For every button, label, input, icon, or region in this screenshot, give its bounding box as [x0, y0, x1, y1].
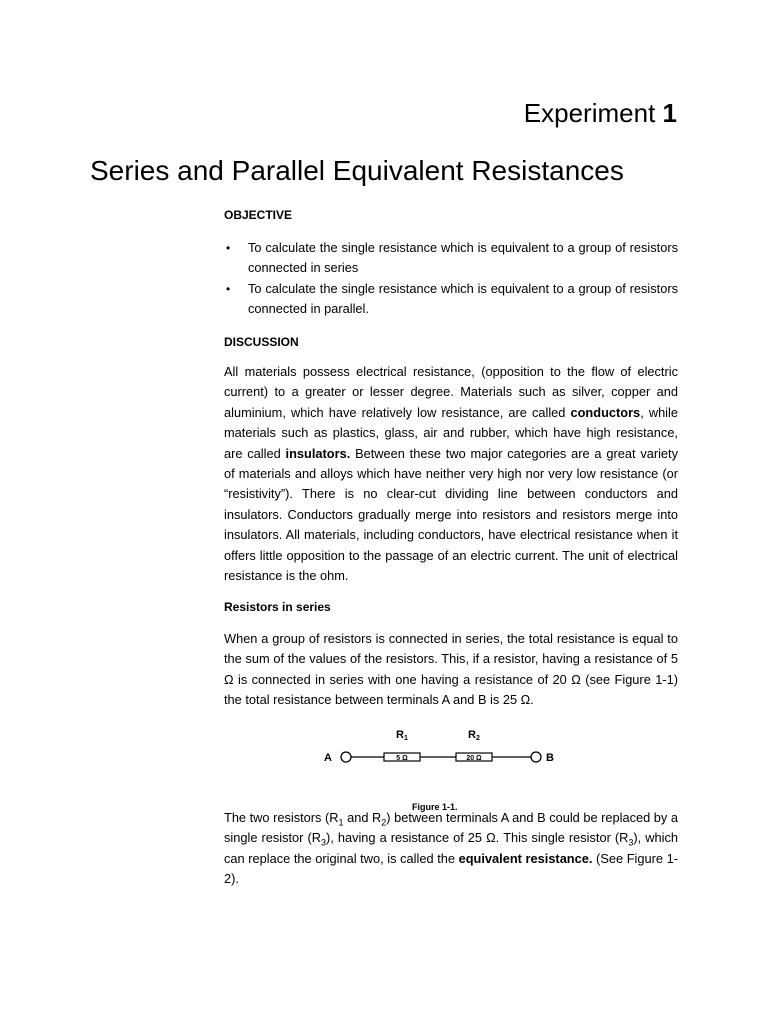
resistor-r2-value: 20 Ω [466, 755, 482, 762]
series-paragraph-1: When a group of resistors is connected in series, the total resistance is equal to the sum of the values of the resistors. This, if a resistor, having a resistance of 5 Ω is connected in series with one having a resistance of 20 Ω (see Figure 1-1) the total resistance between terminals A and B is 25 Ω. [224, 631, 678, 708]
subscript: 3 [628, 837, 634, 848]
term-equivalent-resistance: equivalent resistance. [458, 850, 593, 866]
discussion-text-1: All materials possess electrical resistance, (opposition to the flow of electric current) to a greater or lesser degree. Materials such as silver, copper and aluminium, which have relatively low resistance, are called [224, 364, 678, 420]
series-paragraph-2 [224, 808, 678, 890]
resistor-r1-label: R1 [396, 729, 408, 742]
discussion-text-2: , while materials such as plastics, glass, air and rubber, which have high resistance, are called [224, 404, 678, 461]
list-item [224, 279, 678, 320]
series-text-1: The two resistors (R [224, 810, 339, 825]
bullet-icon: • [226, 281, 231, 296]
series-text-2: and R [343, 810, 382, 825]
objective-item-1: To calculate the single resistance which is equivalent to a group of resistors connected in series [248, 240, 678, 276]
objective-item-2: To calculate the single resistance which is equivalent to a group of resistors connected in parallel. [248, 280, 678, 317]
discussion-heading: DISCUSSION [224, 335, 299, 349]
series-text-5: ), which can replace the original two, is called the [224, 830, 678, 866]
objective-list [224, 238, 678, 320]
experiment-title [524, 96, 677, 130]
subscript: 3 [320, 837, 326, 848]
experiment-number: 1 [662, 98, 677, 128]
figure-caption: Figure 1-1. [412, 802, 458, 812]
experiment-label: Experiment [523, 98, 656, 128]
subscript: 2 [381, 817, 387, 828]
discussion-text-3: Between these two major categories are a great variety of materials and alloys which have neither very high nor very low resistance (or “resistivity”). There is no clear-cut dividing line between conductors and insulators. Conductors gradually merge into resistors and resistors merge into insulators. All materials, including conductors, have electrical resistance when it offers little opposition to the passage of an electric current. The unit of electrical resistance is the ohm. [224, 445, 679, 584]
series-circuit-figure [316, 726, 576, 774]
series-text-4: ), having a resistance of 25 Ω. This single resistor (R [325, 830, 629, 846]
terminal-b-label: B [546, 752, 554, 764]
resistor-r2-label: R2 [468, 729, 480, 742]
resistor-r1-value: 5 Ω [396, 755, 408, 762]
list-item [224, 238, 678, 279]
bullet-icon: • [226, 241, 231, 255]
objective-heading: OBJECTIVE [224, 208, 293, 222]
series-heading: Resistors in series [224, 600, 331, 614]
discussion-paragraph [224, 362, 678, 586]
term-insulators: insulators. [285, 445, 351, 461]
series-text-3: ) between terminals A and B could be replaced by a single resistor (R [224, 810, 678, 846]
terminal-b-icon [531, 752, 541, 762]
terminal-a-icon [341, 752, 351, 762]
subscript: 1 [338, 817, 344, 828]
term-conductors: conductors [570, 404, 641, 420]
series-text-6: (See Figure 1-2). [224, 850, 678, 887]
page-title: Series and Parallel Equivalent Resistances [90, 155, 624, 186]
terminal-a-label: A [324, 752, 332, 764]
